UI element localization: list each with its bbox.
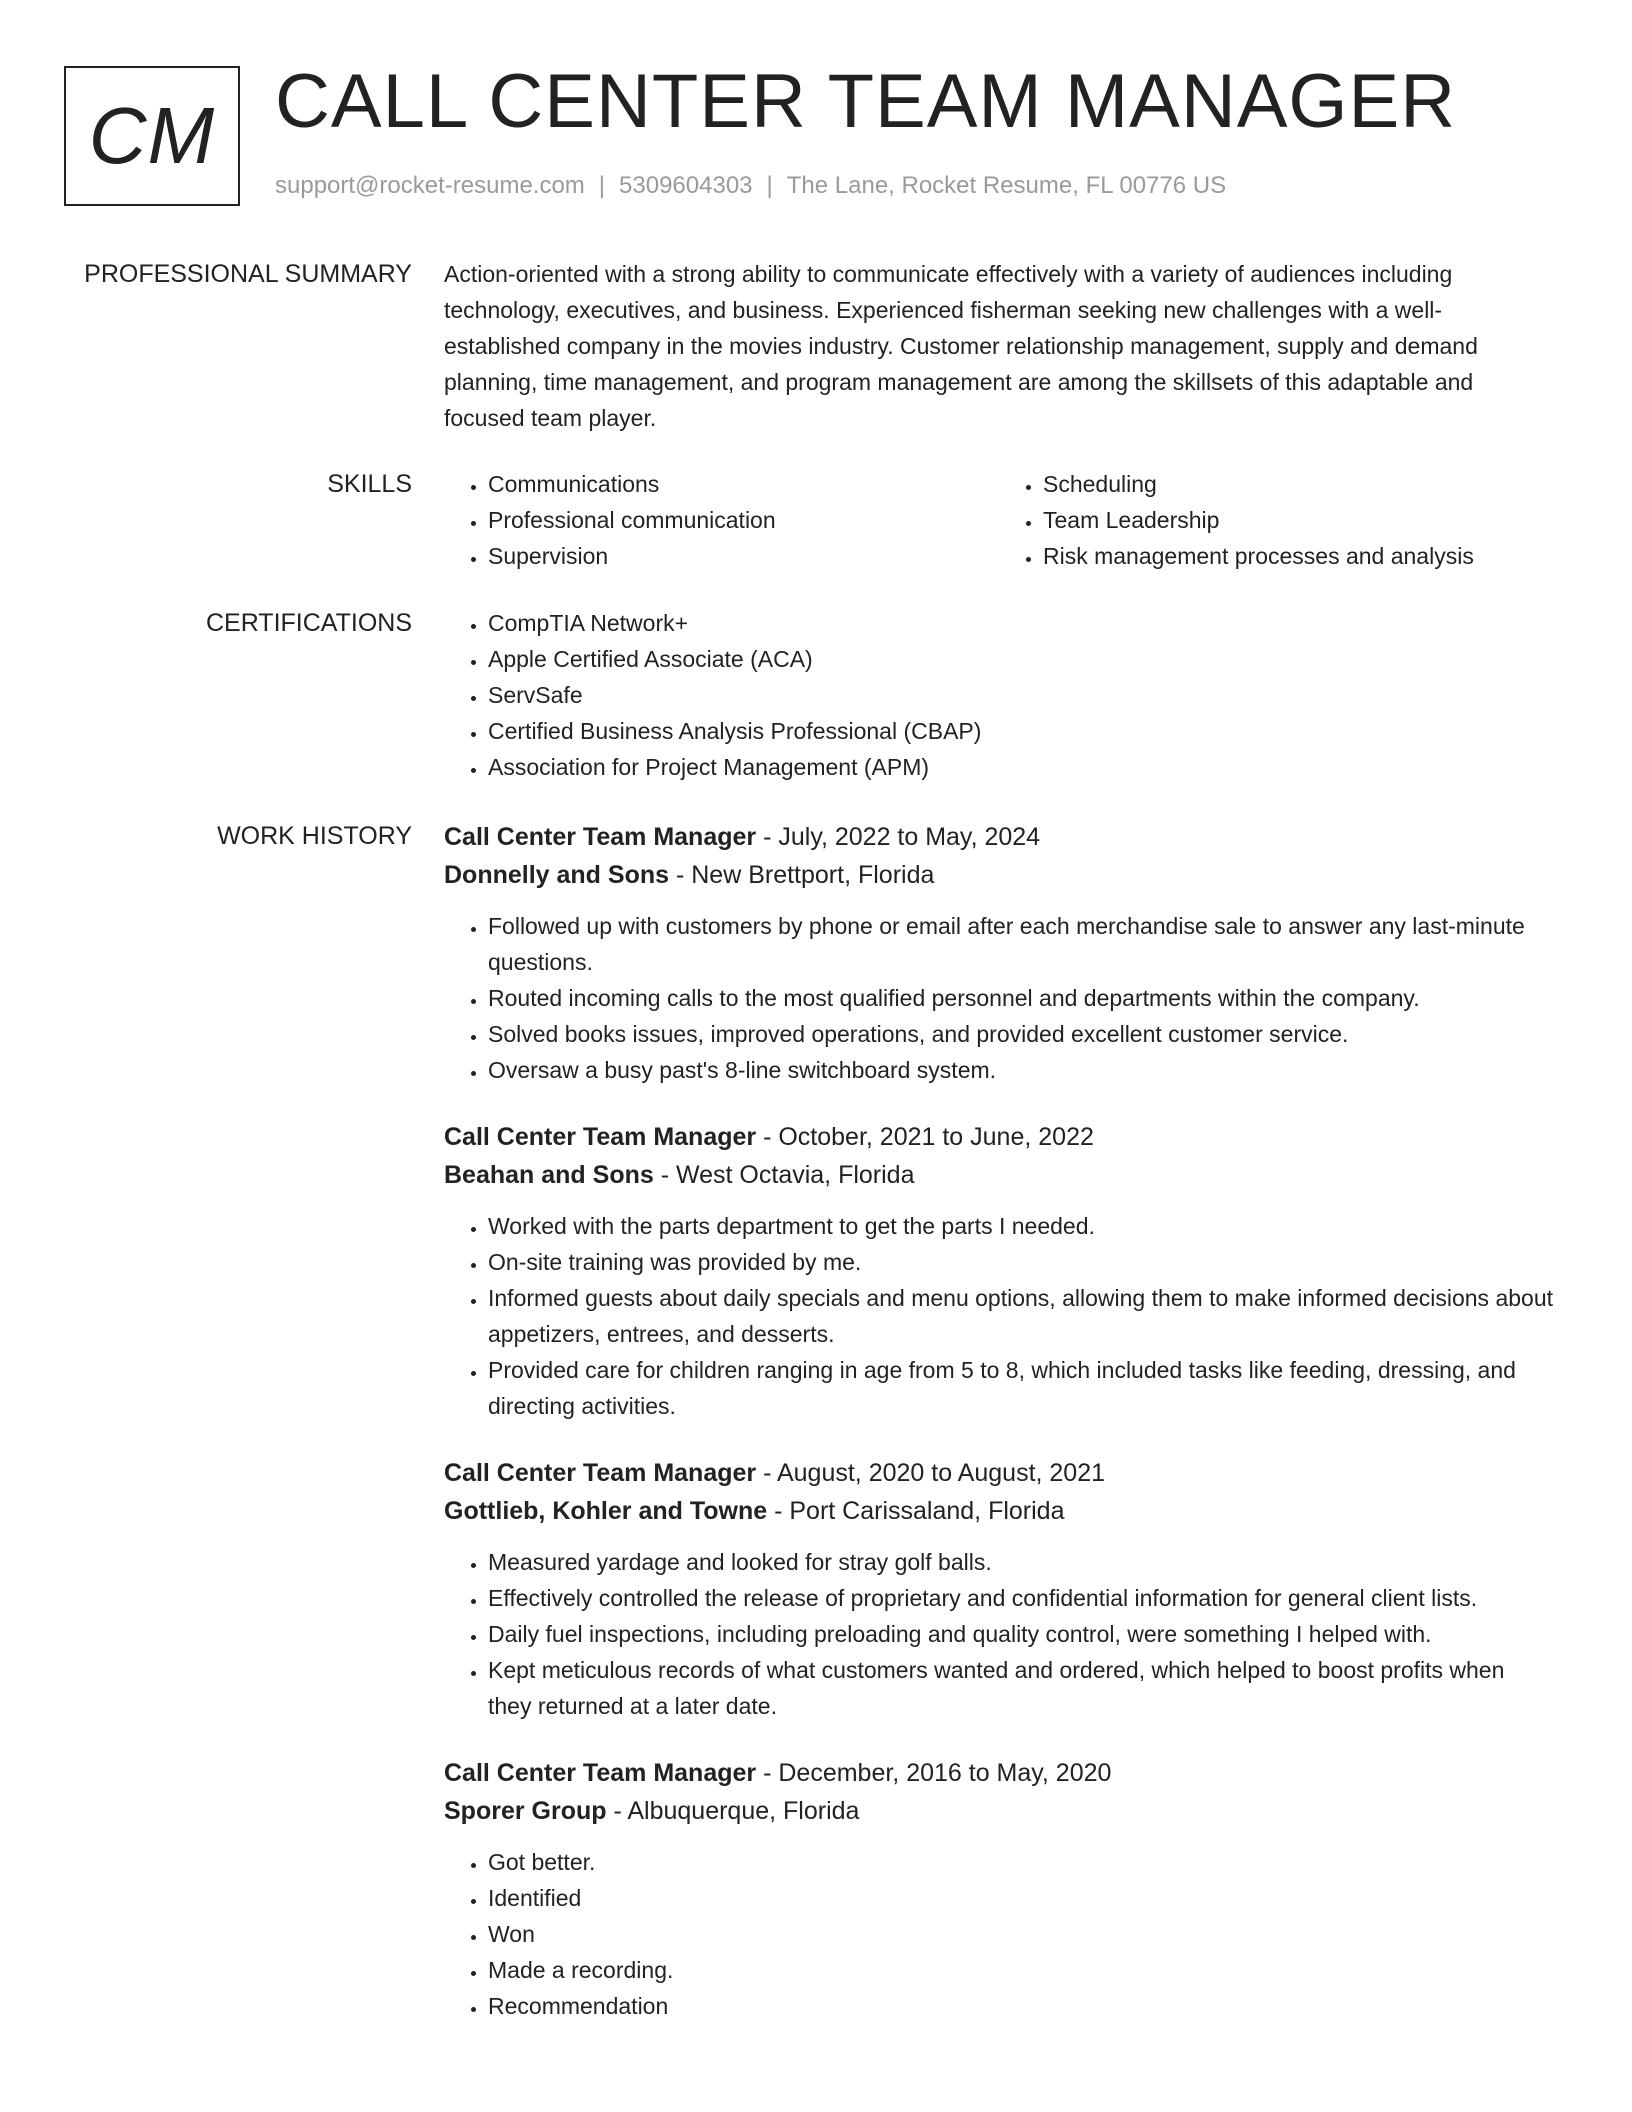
job-company: Donnelly and Sons (444, 861, 670, 889)
job-bullet: • On-site training was provided by me. (488, 1244, 1554, 1280)
monogram-logo: CM (64, 66, 240, 206)
job-bullet: • Won (488, 1916, 1554, 1952)
job-dates: - December, 2016 to May, 2020 (756, 1759, 1112, 1787)
job-title-line (444, 818, 1554, 856)
job-company-line (444, 1492, 1554, 1530)
skill-item: • Scheduling (1043, 466, 1554, 502)
job-title: Call Center Team Manager (444, 1459, 757, 1487)
work-history-list (444, 818, 1554, 2054)
section-label-summary: PROFESSIONAL SUMMARY (84, 260, 412, 288)
job-bullet: • Kept meticulous records of what customers wanted and ordered, which helped to boost profits when they returned at a later date. (488, 1652, 1554, 1724)
certification-item: • Apple Certified Associate (ACA) (488, 641, 1554, 677)
job-company: Sporer Group (444, 1797, 607, 1825)
job-title: Call Center Team Manager (444, 1759, 757, 1787)
job-location: - New Brettport, Florida (669, 861, 935, 889)
job-company: Gottlieb, Kohler and Towne (444, 1497, 768, 1525)
job-bullet: • Effectively controlled the release of proprietary and confidential information for general client lists. (488, 1580, 1554, 1616)
job-bullet: • Got better. (488, 1844, 1554, 1880)
job-bullets (444, 1208, 1554, 1424)
job-entry (444, 818, 1554, 1088)
certification-item: • Association for Project Management (APM) (488, 749, 1554, 785)
skill-item: • Professional communication (488, 502, 999, 538)
skills-list (444, 466, 1554, 574)
job-entry (444, 1754, 1554, 2024)
skills-column-left (444, 466, 999, 574)
section-label-work-history: WORK HISTORY (217, 822, 412, 850)
job-bullet: • Daily fuel inspections, including preloading and quality control, were something I helped with. (488, 1616, 1554, 1652)
job-bullet: • Worked with the parts department to get the parts I needed. (488, 1208, 1554, 1244)
job-title: Call Center Team Manager (444, 823, 757, 851)
resume-title: CALL CENTER TEAM MANAGER (275, 59, 1457, 144)
job-company-line (444, 1792, 1554, 1830)
job-company-line (444, 1156, 1554, 1194)
job-dates: - October, 2021 to June, 2022 (756, 1123, 1094, 1151)
skill-item: • Risk management processes and analysis (1043, 538, 1554, 574)
job-bullet: • Made a recording. (488, 1952, 1554, 1988)
job-company-line (444, 856, 1554, 894)
job-bullet: • Solved books issues, improved operations, and provided excellent customer service. (488, 1016, 1554, 1052)
job-title-line (444, 1754, 1554, 1792)
job-bullet: • Provided care for children ranging in age from 5 to 8, which included tasks like feeding, dressing, and directing activities. (488, 1352, 1554, 1424)
skills-column-right (999, 466, 1554, 574)
job-bullets (444, 1544, 1554, 1724)
certification-item: • ServSafe (488, 677, 1554, 713)
contact-email[interactable]: support@rocket-resume.com (275, 172, 585, 199)
job-dates: - July, 2022 to May, 2024 (756, 823, 1041, 851)
job-dates: - August, 2020 to August, 2021 (756, 1459, 1106, 1487)
job-title-line (444, 1454, 1554, 1492)
certifications-list (444, 605, 1554, 785)
certification-item: • Certified Business Analysis Professional (CBAP) (488, 713, 1554, 749)
job-bullet: • Identified (488, 1880, 1554, 1916)
certification-item: • CompTIA Network+ (488, 605, 1554, 641)
contact-phone[interactable]: 5309604303 (619, 172, 753, 199)
job-entry (444, 1454, 1554, 1724)
job-title: Call Center Team Manager (444, 1123, 757, 1151)
section-label-certifications: CERTIFICATIONS (205, 609, 412, 637)
job-title-line (444, 1118, 1554, 1156)
job-bullet: • Routed incoming calls to the most qualified personnel and departments within the company. (488, 980, 1554, 1016)
job-location: - Port Carissaland, Florida (767, 1497, 1065, 1525)
job-location: - West Octavia, Florida (653, 1161, 915, 1189)
skill-item: • Supervision (488, 538, 999, 574)
contact-separator: | (598, 172, 606, 199)
job-bullet: • Recommendation (488, 1988, 1554, 2024)
summary-text: Action-oriented with a strong ability to communicate effectively with a variety of audiences including technology, executives, and business. Experienced fisherman seeking new challenges with a well-established company in the movies industry. Customer relationship management, supply and demand planning, time management, and program management are among the skillsets of this adaptable and focused team player. (444, 261, 1478, 431)
section-label-skills: SKILLS (327, 470, 412, 498)
job-bullets (444, 908, 1554, 1088)
job-entry (444, 1118, 1554, 1424)
contact-line (275, 172, 1226, 200)
job-bullet: • Informed guests about daily specials and menu options, allowing them to make informed decisions about appetizers, entrees, and desserts. (488, 1280, 1554, 1352)
job-bullet: • Oversaw a busy past's 8-line switchboard system. (488, 1052, 1554, 1088)
skill-item: • Communications (488, 466, 999, 502)
job-bullet: • Measured yardage and looked for stray golf balls. (488, 1544, 1554, 1580)
skill-item: • Team Leadership (1043, 502, 1554, 538)
job-company: Beahan and Sons (444, 1161, 654, 1189)
job-bullets (444, 1844, 1554, 2024)
job-bullet: • Followed up with customers by phone or email after each merchandise sale to answer any last-minute questions. (488, 908, 1554, 980)
contact-address: The Lane, Rocket Resume, FL 00776 US (786, 172, 1227, 199)
contact-separator: | (766, 172, 773, 199)
job-location: - Albuquerque, Florida (606, 1797, 860, 1825)
